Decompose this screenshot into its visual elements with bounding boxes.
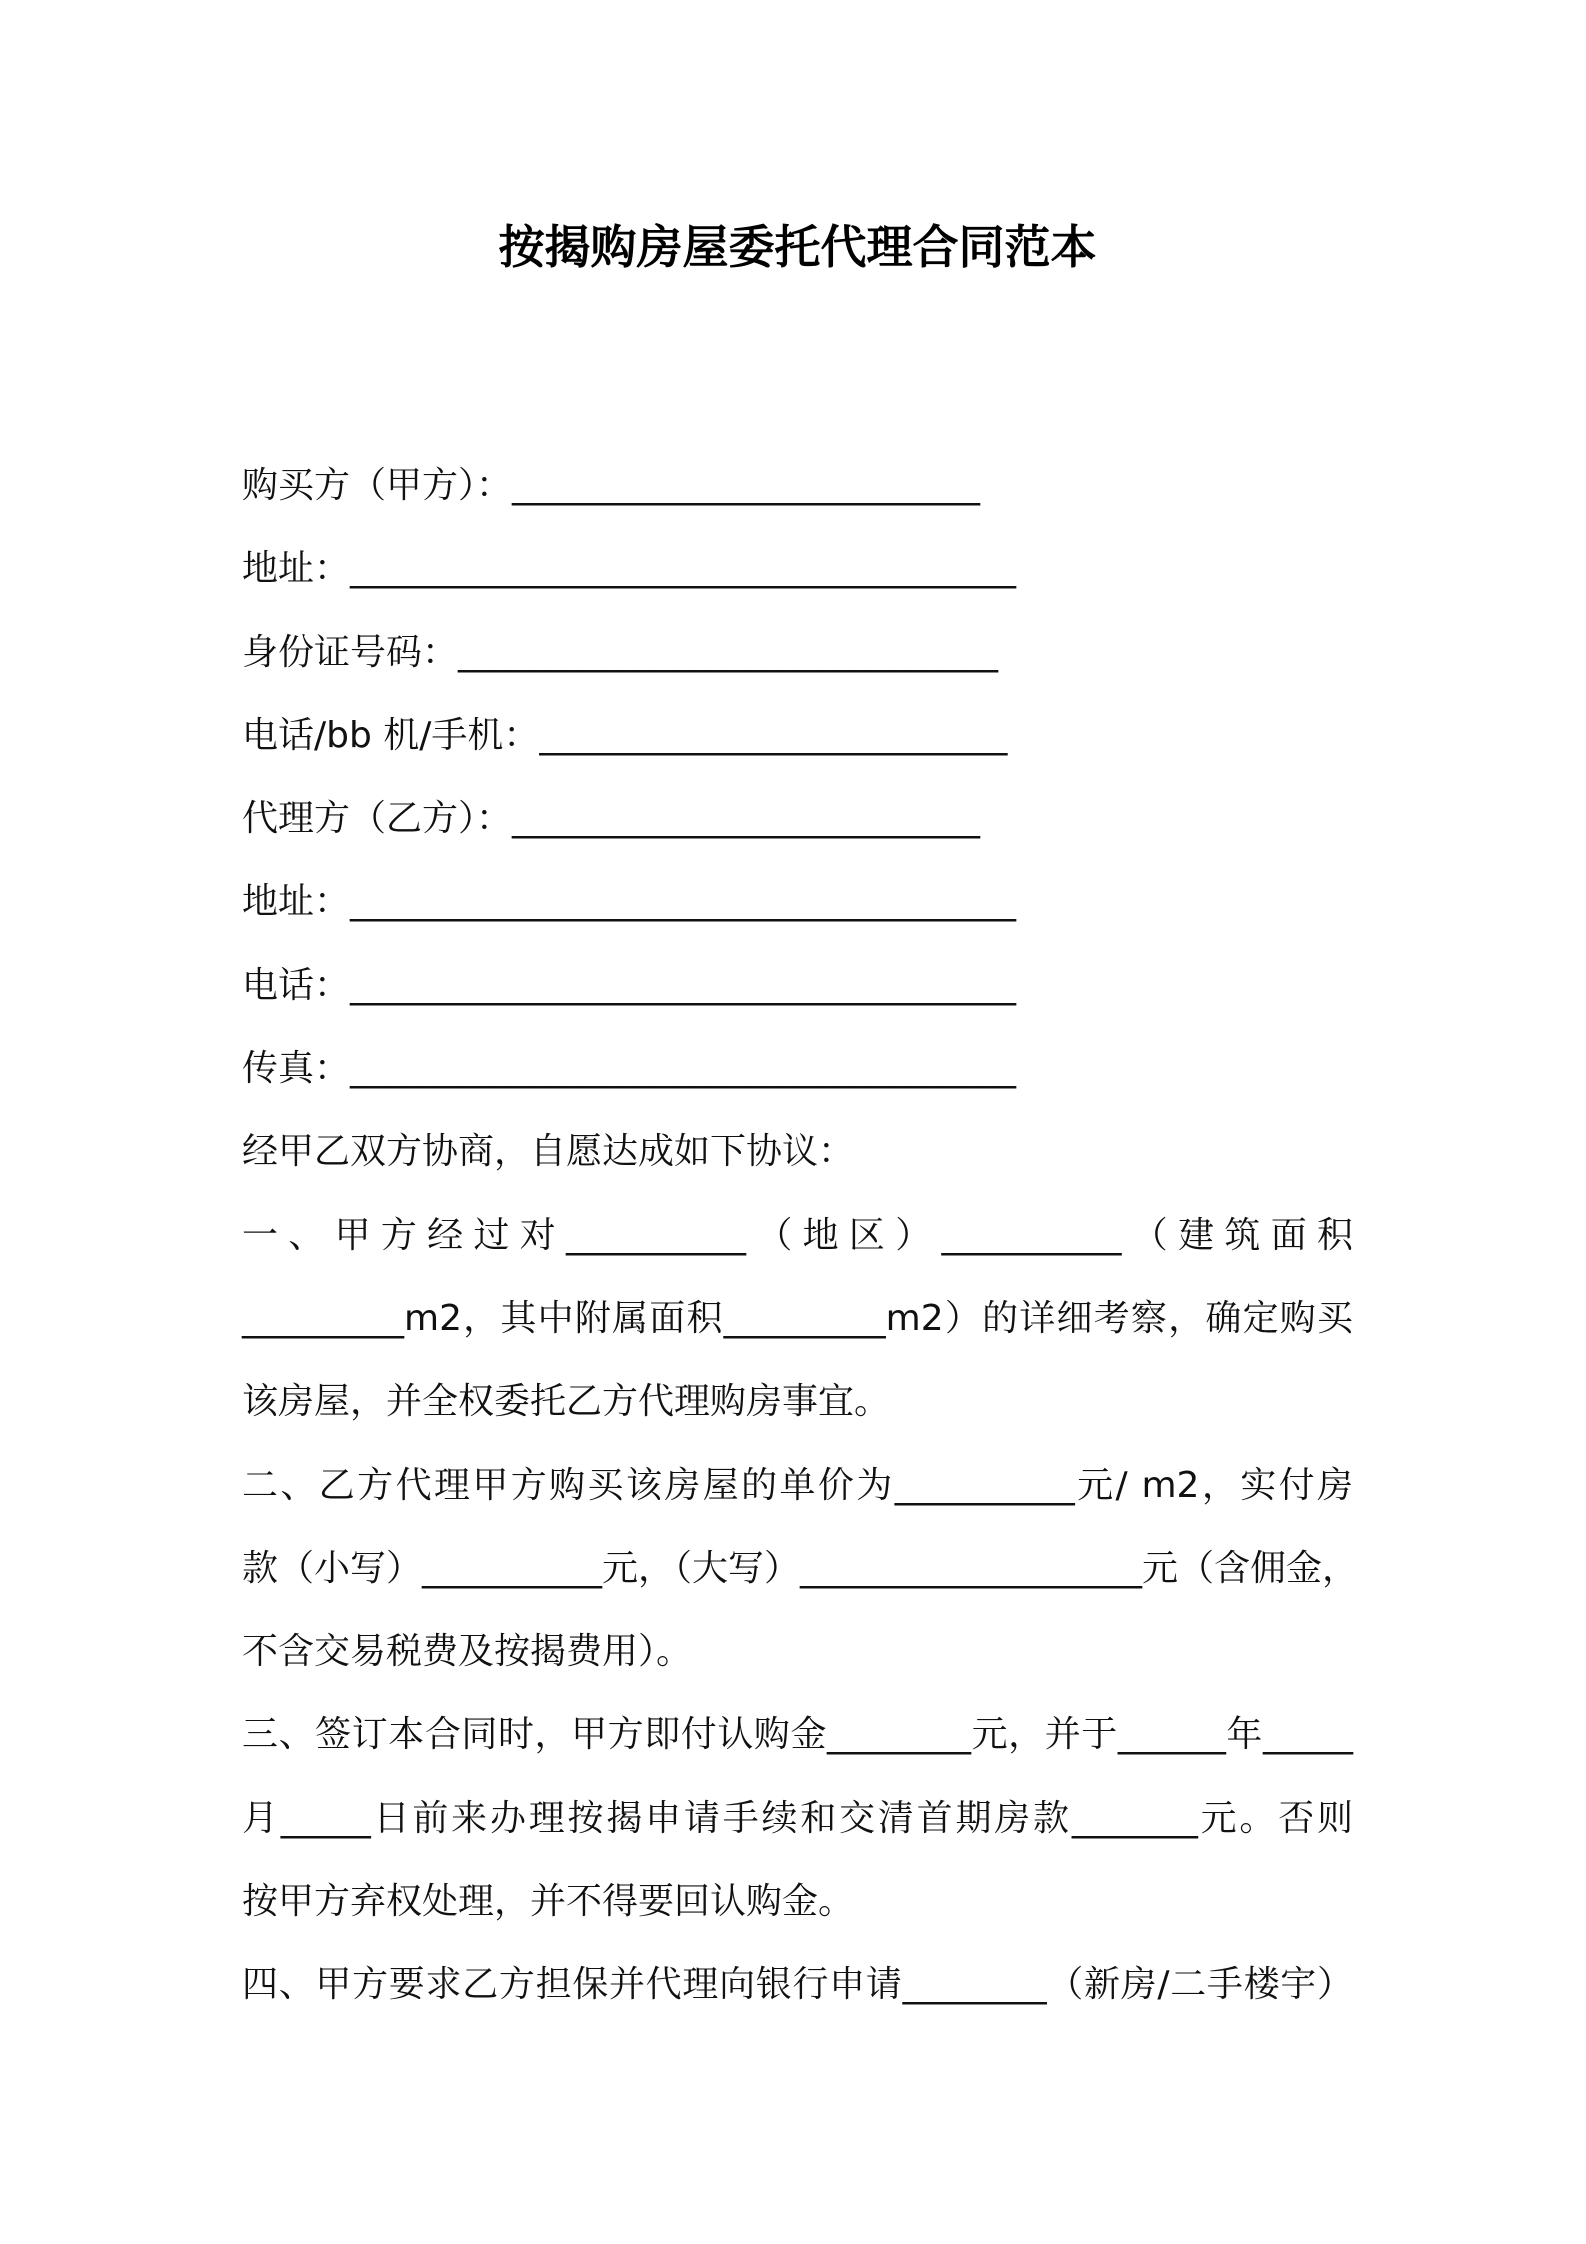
field-label: 电话：	[242, 964, 351, 1006]
clause-line: _________m2，其中附属面积_________m2）的详细考察，确定购买	[242, 1297, 1353, 1339]
clause-line: 二、乙方代理甲方购买该房屋的单价为__________元/ m2，实付房	[242, 1464, 1353, 1506]
clause-line: 款（小写）__________元，（大写）___________________元（含佣金，	[242, 1547, 1359, 1589]
field-buyer-address	[242, 527, 1353, 610]
clause-line: 三、签订本合同时，甲方即付认购金________元，并于______年_____	[242, 1714, 1353, 1756]
field-label: 电话/bb 机/手机：	[242, 714, 540, 756]
field-buyer-id-number	[242, 611, 1353, 694]
clause-line: 按甲方弃权处理，并不得要回认购金。	[242, 1881, 855, 1923]
page-title: 按揭购房屋委托代理合同范本	[498, 220, 1097, 274]
clause-4	[242, 1943, 1353, 2026]
field-label: 身份证号码：	[242, 631, 459, 673]
fill-in-blank: _____________________________________	[350, 964, 1017, 1006]
field-buyer-phone	[242, 694, 1353, 777]
clause-line: 四、甲方要求乙方担保并代理向银行申请________（新房/二手楼宇）	[242, 1964, 1353, 2006]
field-label: 传真：	[242, 1048, 351, 1090]
field-label: 地址：	[242, 881, 351, 923]
fill-in-blank: ______________________________	[458, 631, 999, 673]
field-label: 购买方（甲方）：	[242, 465, 513, 506]
agreement-intro: 经甲乙双方协商，自愿达成如下协议：	[242, 1131, 855, 1173]
clause-line: 该房屋，并全权委托乙方代理购房事宜。	[242, 1381, 891, 1423]
field-label: 地址：	[242, 548, 351, 590]
clause-line: 月_____日前来办理按揭申请手续和交清首期房款_______元。否则	[242, 1797, 1353, 1839]
field-label: 代理方（乙方）：	[242, 798, 513, 840]
fill-in-blank: _____________________________________	[350, 1048, 1017, 1090]
field-agent-name	[242, 777, 1353, 860]
clause-3	[242, 1693, 1353, 1943]
clause-2	[242, 1444, 1359, 1694]
fill-in-blank: _____________________________________	[350, 548, 1017, 590]
field-buyer-name	[242, 444, 1353, 527]
fill-in-blank: _____________________________________	[350, 881, 1017, 923]
contract-body	[242, 444, 1359, 2027]
clause-line: 不含交易税费及按揭费用）。	[242, 1631, 693, 1673]
field-agent-address	[242, 860, 1353, 943]
clause-line: 一、甲方经过对__________（地区）__________（建筑面积	[242, 1214, 1353, 1256]
fill-in-blank: __________________________	[539, 714, 1008, 756]
field-agent-phone	[242, 944, 1353, 1027]
field-agent-fax	[242, 1027, 1353, 1110]
clause-1	[242, 1194, 1353, 1444]
fill-in-blank: __________________________	[512, 798, 981, 840]
fill-in-blank: __________________________	[512, 465, 981, 506]
